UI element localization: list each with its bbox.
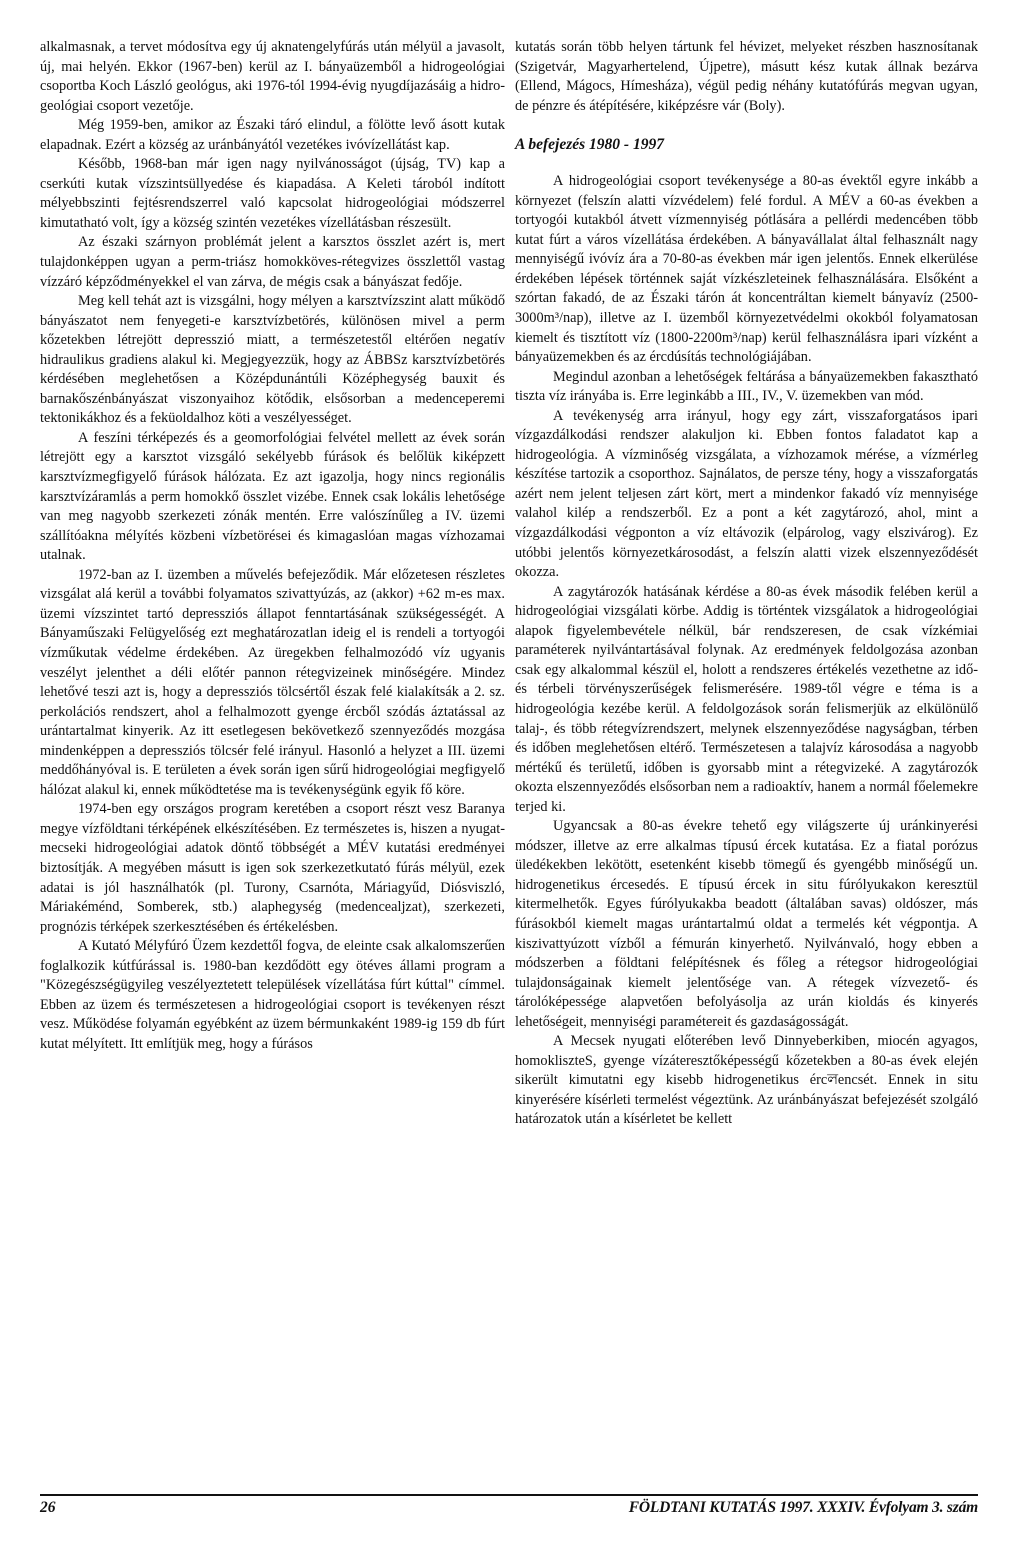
page-number: 26	[40, 1499, 56, 1516]
right-column	[515, 38, 978, 1130]
paragraph: 1972-ban az I. üzemben a művelés befejeződik. Már előzetesen részletes vizsgálat alá kerül a további folyamatos szivattyúzás, az (akkor) +62 m-es max. üzemi vízszintet tartó depressziós állapot fenntartásának szükségességét. A Bányaműszaki Felügyelőség ezt meghatározatlan ideig el is rendeli a tortyogói vízműkutak védelme érdekében. Az üregekben felhalmozódó víz ugyanis veszélyt jelenthet a déli előtér pannon rétegvizeinek minőségére. Mindez lehetővé teszi azt is, hogy a depressziós tölcsértől észak felé kialakítsák a 2. sz. perkolációs rendszert, ahol a felhalmozott gyenge ércből szódás áztatással az urántartalmat kinyerik. Az itt esetlegesen bekövetkező szennyeződés mozgása mindenképpen a depressziós tölcsér felé irányul. Hasonló a helyzet a III. üzemi meddőhányóval is. E területen a évek során igen sűrű hidrogeológiai megfigyelő hálózat alakul ki, ennek működtetése ma is tevékenységünk egyik fő köre.	[40, 566, 505, 798]
paragraph: alkalmasnak, a tervet módosítva egy új aknatengelyfúrás után mélyül a javasolt, új, mai helyén. Ekkor (1967-ben) kerül az I. bányaüzemből a hidrogeológiai csoportba Koch László geológus, aki 1976-tól 1994-évig nyugdíjazásáig a hidro-geológiai csoport vezetője.	[40, 39, 505, 114]
paragraph: A zagytározók hatásának kérdése a 80-as évek második felében kerül a hidrogeológiai vizsgálati körbe. Addig is történtek vizsgálatok a hidrogeológiai alapok figyelembevétele nélkül, bár rendszeresen, de csak vízkémiai paraméterek nyilvántartásával folynak. Az eredmények feldolgozása azonban csak egy alkalommal készül el, holott a rendszeres értékelés vezethetne az idő- és térbeli törvényszerűségek felismerésére. 1989-től végre e téma is a hidrogeológia kezébe kerül. A feldolgozások során felismerjük az elkülönülő talaj-, és több rétegvízrendszert, melynek elszennyeződése nagyságban, térben és időben meglehetősen eltérő. Természetesen a talajvíz károsodása a nagyobb mértékű és területű, időben is gyorsabb mint a rétegvizeké. A zagytározók okozta elszennyeződés elsősorban nem a radioaktív, hanem a normál főelemekre terjed ki.	[515, 583, 978, 815]
left-column	[40, 38, 505, 1054]
footer-rule	[40, 1494, 978, 1496]
paragraph: Később, 1968-ban már igen nagy nyilvánosságot (újság, TV) kap a cserkúti kutak vízszintsüllyedése és kiapadása. A Keleti tároból indított mélyebbszinti fejtésrendszerrel való kapcsolat hidrogeológiai módszerrel kimutatható volt, így a község szintén vezetékes vízellátásban részesült.	[40, 156, 505, 231]
journal-title: FÖLDTANI KUTATÁS 1997. XXXIV. Évfolyam 3. szám	[628, 1499, 978, 1516]
paragraph: kutatás során több helyen tártunk fel hévizet, melyeket részben hasznosítanak (Szigetvár, Magyarhertelend, Újpetre), másutt kész kutak állnak bezárva (Ellend, Mágocs, Hímesháza), végül pedig néhány kutatófúrás megvan ugyan, de pénzre és átépítésére, kiképzésre vár (Boly).	[515, 39, 978, 114]
paragraph: Ugyancsak a 80-as évekre tehető egy világszerte új uránkinyerési módszer, illetve az erre alkalmas típusú ércek kutatása. Ez a fiatal porózus üledékekben lekötött, esetenként kisebb tömegű és gyengébb minőségű un. hidrogenetikus ércesedés. E típusú ércek in situ fúrólyukakon keresztül kitermelhetők. Egyes fúrólyukakba beadott (általában savas) oldószer, más fúrásokból kiemelt magas urántartalmú oldat a termelés két végpontja. A kiszivattyúzott vízből a fémurán kinyerhető. Nyilvánvaló, hogy ebben a módszerben a földtani felépítésnek és főleg a rétegsor hidrogeológiai tulajdonságainak kiemelt jelentősége van. A rétegek vízvezető- és tárolóképessége alapvetően befolyásolja az urán kioldás és kinyerés lehetőségeit, mennyiségi paramétereit és gazdaságosságát.	[515, 818, 978, 1030]
section-heading: A befejezés 1980 - 1997	[515, 136, 664, 154]
paragraph: A tevékenység arra irányul, hogy egy zárt, visszaforgatásos ipari vízgazdálkodási rendszer alakuljon ki. Ebben fontos faladatot kap a hidrogeológia. A vízminőség vizsgálata, a vízhozamok mérése, a vízmérleg készítése tartozik a csoporthoz. Sajnálatos, de persze tény, hogy a visszaforgatás azért nem jelent teljesen zárt kört, mert a mindenkor fakadó víz mennyisége valahol kilép a rendszerből. Ez a pont a két zagytározó, ahol, mint a vízgazdálkodási végponton a víz eltávozik (elpárolog, vagy elszivárog). Ez utóbbi jelentős környezetkárosodást, a felszín alatti vizek elszennyeződését okozza.	[515, 407, 978, 581]
paragraph: Megindul azonban a lehetőségek feltárása a bányaüzemekben fakasztható tiszta víz irányába is. Erre leginkább a III., IV., V. üzemekben van mód.	[515, 368, 978, 405]
paragraph: Az északi szárnyon problémát jelent a karsztos összlet azért is, mert tulajdonképpen ugyan a perm-triász homokköves-rétegvizes összlettől vastag vízzáró képződményekkel el van zárva, de mégis csak a bányászat fedője.	[40, 234, 505, 290]
paragraph: A hidrogeológiai csoport tevékenysége a 80-as évektől egyre inkább a környezet (felszín alatti vízvédelem) felé fordul. A MÉV a 60-as években a tortyogói kutakból átvett vízmennyiség pótlására a pellérdi medencében több kutat fúrt a város vízellátása érdekében. A bányavállalat által felhasznált nagy mennyiségű ivóvíz ára a 70-80-as években már igen jelentős. Ennek elkerülése érdekében lépések történnek saját vízkészleteinek felhasználására. Elsőként a szórtan fakadó, de az Északi tárón át koncentráltan kiemelt bányavíz (2500-3000m³/nap), illetve az I. üzemből környezetvédelmi okokból folyamatosan kiemelt és tisztított víz (1800-2200m³/nap) kerül felhasználásra ipari vízként a bányaüzemekben és az ércdúsítás technológiájában.	[515, 173, 978, 366]
paragraph: A feszíni térképezés és a geomorfológiai felvétel mellett az évek során létrejött egy a karsztot vizsgáló sekélyebb fúrások és belőlük kiképzett karsztvízmegfigyelő fúrások hálózata. Ez azt igazolja, hogy nincs regionális karsztvízáramlás a perm homokkő összlet vizébe. Ennek csak lokális lehetősége van meg nagyobb szerkezeti zónák mentén. Erre valószínűleg a IV. üzemi szállítóakna mélyítés közbeni vízbetörései és kimagaslóan magas vízhozamai utalnak.	[40, 429, 505, 564]
paragraph: 1974-ben egy országos program keretében a csoport részt vesz Baranya megye vízföldtani térképének elkészítésében. Ez természetes is, hiszen a nyugat-mecseki hidrogeológiai adatok döntő többségét a MÉV kutatási eredményei biztosítják. A megyében másutt is igen sok szerkezetkutató fúrás mélyül, ezek adatai is jól használhatók (pl. Turony, Csarnóta, Máriagyűd, Diósviszló, Máriakéménd, Somberek, stb.) alaphegység (medencealjzat), szerkezeti, prognózis térképek szerkesztésében és értékelésben.	[40, 801, 505, 935]
paragraph: Meg kell tehát azt is vizsgálni, hogy mélyen a karsztvízszint alatt működő bányászatot nem fenyegeti-e karsztvízbetörés, különösen mivel a perm kőzetekben létrejött depresszió miatt, a természetestől eltérően negatív hidraulikus gradiens alakul ki. Megjegyezzük, hogy az ÁBBSz karsztvízbetörés kérdésében meglehetősen a Középdunántúli Középhegység bauxit és barnakőszénbányászat viszonyaihoz kötődik, elsősorban a medenceperemi tektonikákhoz és a feküoldalhoz köti a veszélyességet.	[40, 293, 505, 427]
paragraph: A Kutató Mélyfúró Üzem kezdettől fogva, de eleinte csak alkalomszerűen foglalkozik kútfúrással is. 1980-ban kezdődött egy ötéves állami program a "Közegészségügyileg veszélyeztetett települések vízellátása fúrt kúttal" címmel. Ebben az üzem és természetesen a hidrogeológiai csoport is tevékenyen részt vesz. Működése folyamán egyébként az üzem bérmunkaként 1989-ig 159 db fúrt kutat mélyített. Itt említjük meg, hogy a fúrásos	[40, 938, 505, 1052]
paragraph: Még 1959-ben, amikor az Északi táró elindul, a fölötte levő ásott kutak elapadnak. Ezért a község az uránbányától vezetékes ivóvízellátást kap.	[40, 117, 505, 153]
paragraph: A Mecsek nyugati előterében levő Dinnyeberkiben, miocén agyagos, homokliszteS, gyenge vízáteresztőképességű kőzetekben a 80-as évek elején sikerült kimutatni egy kisebb hidrogenetikus ércলencsét. Ennek in situ kinyerésére kísérleti termelést végeztünk. Az uránbányászat befejezését szolgáló határozatok után a kísérletet be kellett	[515, 1033, 978, 1128]
